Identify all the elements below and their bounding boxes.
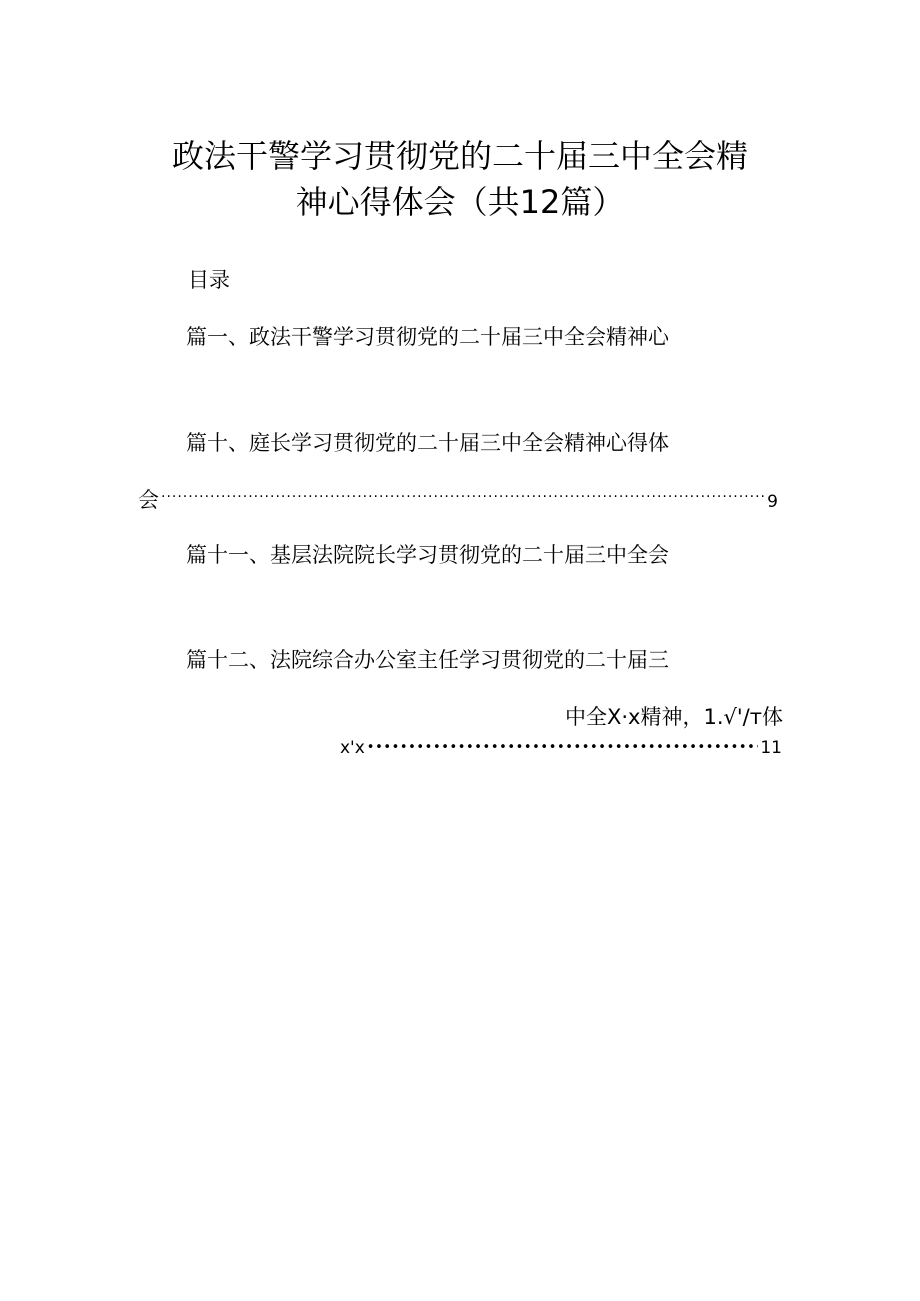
toc-entry-12-leader-row[interactable] (340, 736, 782, 760)
toc-entry-12[interactable]: 篇十二、法院综合办公室主任学习贯彻党的二十届三 (186, 648, 669, 672)
toc-dot-leader (161, 487, 765, 507)
toc-entry-10[interactable]: 篇十、庭长学习贯彻党的二十届三中全会精神心得体 (186, 431, 669, 455)
toc-dot-leader (367, 738, 759, 758)
toc-page-number: 9 (767, 492, 778, 512)
toc-entry-11[interactable]: 篇十一、基层法院院长学习贯彻党的二十届三中全会 (186, 543, 669, 567)
toc-entry-1[interactable]: 篇一、政法干警学习贯彻党的二十届三中全会精神心 (186, 325, 669, 349)
document-title-line-1: 政法干警学习贯彻党的二十届三中全会精 (171, 137, 748, 175)
toc-page-number: 11 (760, 738, 782, 758)
document-title-line-2: 神心得体会（共12篇） (295, 183, 625, 221)
toc-entry-continuation-text: 会 (138, 488, 159, 512)
toc-heading: 目录 (188, 268, 230, 292)
toc-entry-10-continuation[interactable] (138, 486, 778, 514)
toc-leader-prefix: x'x (340, 738, 365, 758)
toc-entry-12-continuation[interactable]: 中全X·x精神，1.√'/т体 (565, 705, 783, 729)
